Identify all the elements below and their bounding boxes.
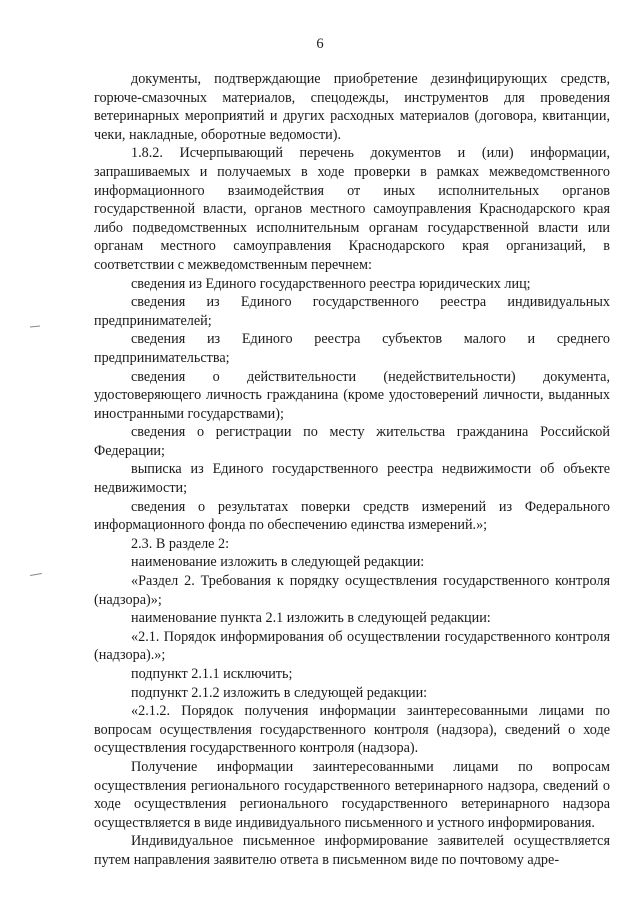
paragraph: документы, подтверждающие приобретение дезинфицирующих средств, горюче-смазочных материалов, спецодежды, инструментов для проведения ветеринарных мероприятий и других расходных материалов (договора, квитанции, чеки, накладные, оборотные ведомости). [94, 71, 610, 143]
list-item: выписка из Единого государственного реестра недвижимости об объекте недвижимости; [94, 461, 610, 497]
paragraph: «2.1. Порядок информирования об осуществлении государственного контроля (надзора).»; [94, 628, 610, 664]
paragraph: 1.8.2. Исчерпывающий перечень документов и (или) информации, запрашиваемых и получаемых в ходе проверки в рамках межведомственного информационного взаимодействия от иных исполнительных органов государственной власти, органов местного самоуправления Краснодарского края либо подведомственных исполнительным органам государственной власти или органам местного самоуправления Краснодарского края организаций, в соответствии с межведомственным перечнем: [94, 145, 610, 273]
margin-mark [30, 325, 40, 327]
paragraph: подпункт 2.1.1 исключить; [131, 666, 293, 682]
list-item: сведения о действительности (недействительности) документа, удостоверяющего личность гражданина (кроме удостоверений личности, выданных иностранными государствами); [94, 368, 610, 422]
paragraph: наименование пункта 2.1 изложить в следующей редакции: [131, 610, 491, 627]
page-number: 6 [316, 36, 324, 52]
list-item: сведения из Единого реестра субъектов малого и среднего предпринимательства; [94, 331, 610, 366]
margin-mark [30, 573, 42, 576]
list-item: сведения о результатах поверки средств измерений из Федерального информационного фонда по обеспечению единства измерений.»; [94, 498, 610, 534]
paragraph: «Раздел 2. Требования к порядку осуществления государственного контроля (надзора)»; [94, 573, 610, 608]
paragraph: Получение информации заинтересованными лицами по вопросам осуществления регионального государственного ветеринарного надзора, сведений о ходе осуществления регионального государственного ветеринарного надзора осуществляется в виде индивидуального письменного и устного информирования. [94, 758, 610, 831]
list-item: сведения из Единого государственного реестра индивидуальных предпринимателей; [94, 294, 610, 329]
paragraph: Индивидуальное письменное информирование заявителей осуществляется путем направления заявителю ответа в письменном виде по почтовому адре- [94, 833, 610, 868]
paragraph: наименование изложить в следующей редакции: [131, 554, 425, 571]
list-item: сведения из Единого государственного реестра юридических лиц; [131, 275, 531, 292]
document-body [94, 70, 610, 870]
paragraph: «2.1.2. Порядок получения информации заинтересованными лицами по вопросам осуществления государственного контроля (надзора), сведений о ходе осуществления государственного контроля (надзора). [94, 703, 610, 757]
section-heading: 2.3. В разделе 2: [131, 535, 230, 552]
paragraph: подпункт 2.1.2 изложить в следующей редакции: [131, 684, 428, 701]
list-item: сведения о регистрации по месту жительства гражданина Российской Федерации; [94, 424, 610, 459]
